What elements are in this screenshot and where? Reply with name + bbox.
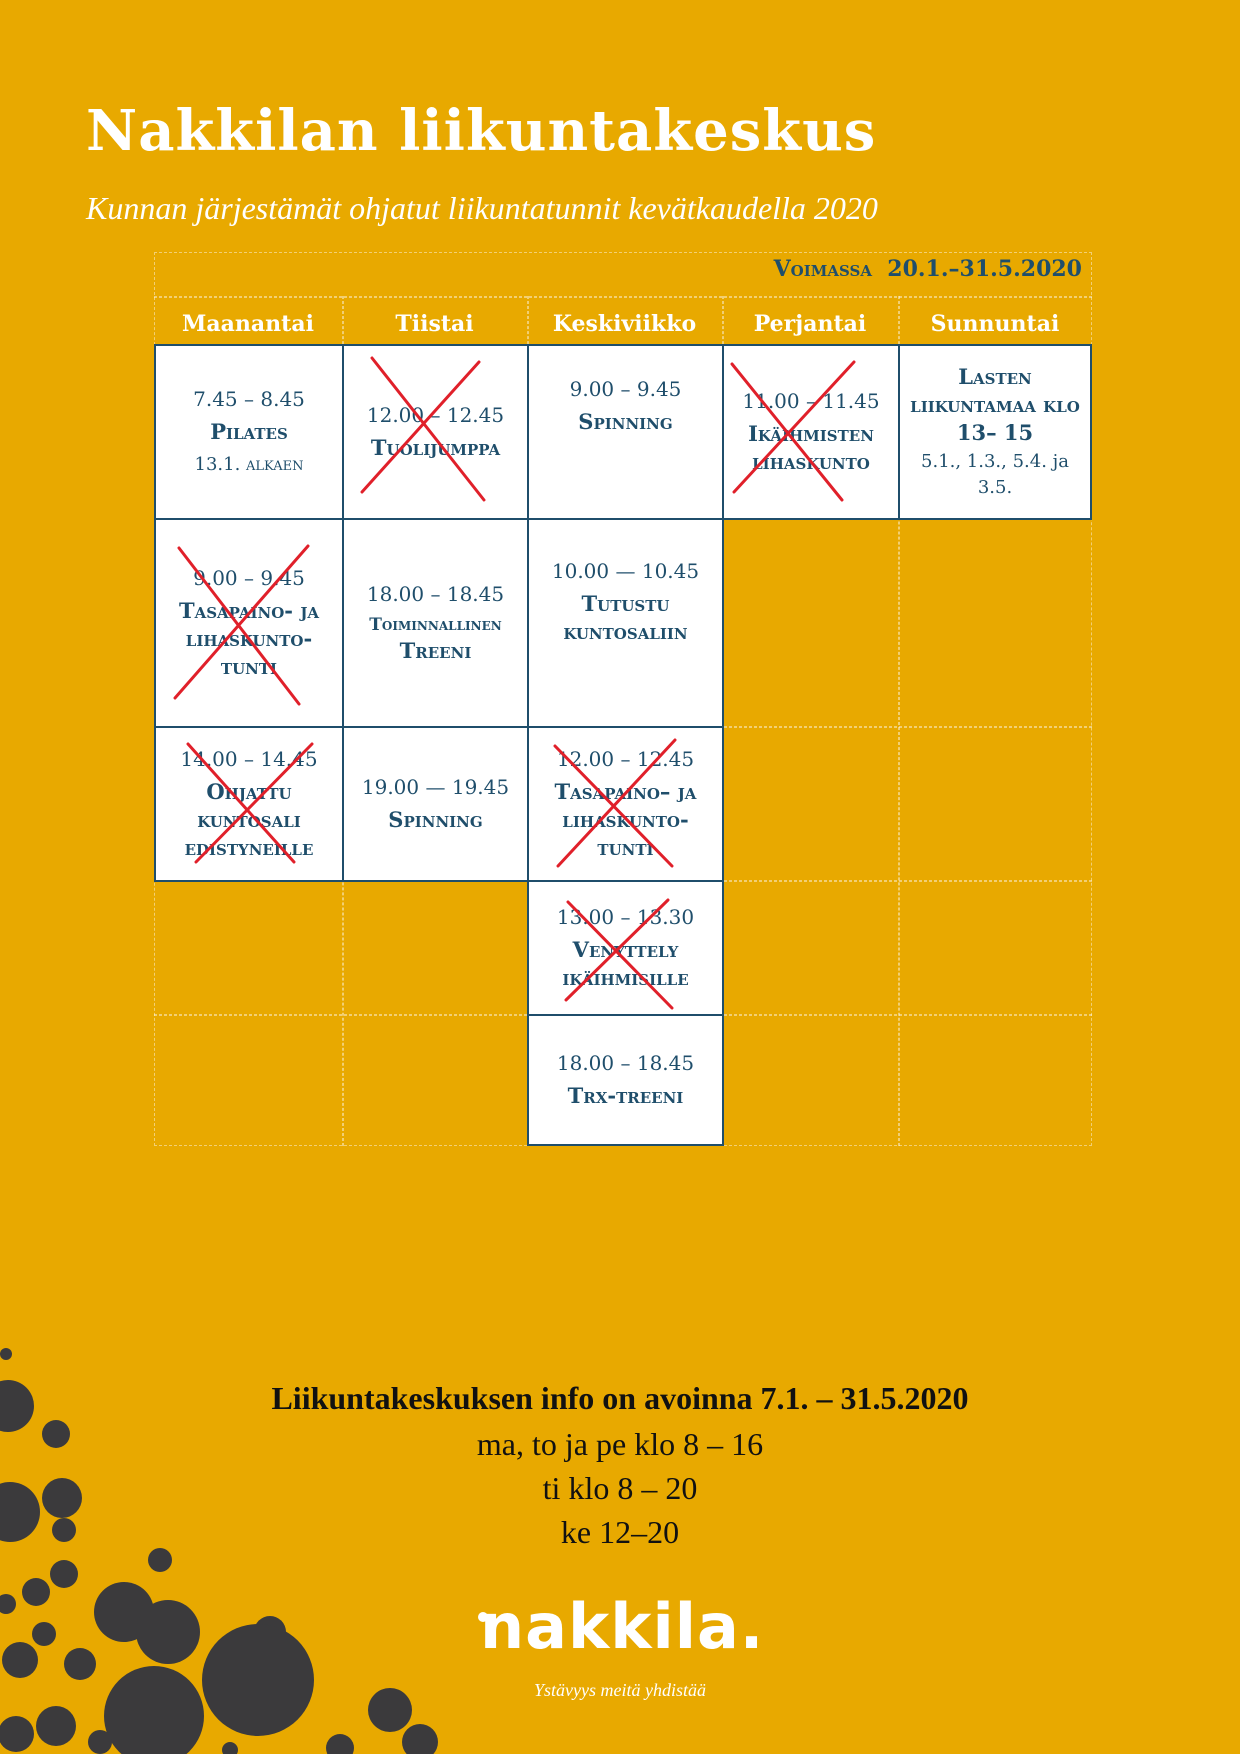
- class-note: 5.1., 1.3., 5.4. ja 3.5.: [921, 451, 1069, 498]
- class-name: Venyttely ikäihmisille: [562, 937, 689, 990]
- info-line: ma, to ja pe klo 8 – 16: [476, 1426, 764, 1462]
- class-time: 7.45 – 8.45: [193, 387, 305, 411]
- class-name: Pilates: [210, 419, 288, 444]
- class-cell: [527, 518, 724, 728]
- slogan: Ystävyys meitä yhdistää: [534, 1680, 706, 1700]
- class-cell: [342, 518, 529, 728]
- class-time: 12.00 – 12.45: [556, 747, 695, 771]
- day-header-tuesday: Tiistai: [395, 311, 474, 337]
- class-time: 12.00 – 12.45: [366, 403, 505, 427]
- class-cell: [342, 726, 529, 882]
- info-line: ti klo 8 – 20: [542, 1470, 698, 1506]
- class-time: 19.00 — 19.45: [361, 775, 510, 799]
- class-cell: [154, 344, 344, 520]
- class-name: Tasapaino– ja lihaskunto-tunti: [554, 779, 697, 860]
- class-cell: [527, 726, 724, 882]
- info-line: ke 12–20: [560, 1514, 680, 1550]
- page-title: Nakkilan liikuntakeskus: [86, 98, 877, 164]
- class-time: 10.00 — 10.45: [551, 559, 700, 583]
- class-cell: [154, 518, 344, 728]
- class-cell: [527, 344, 724, 520]
- class-name: Trx-treeni: [567, 1083, 684, 1108]
- info-heading: Liikuntakeskuksen info on avoinna 7.1. – 31.5.2020: [271, 1380, 969, 1416]
- class-name: Ohjattu kuntosali edistyneille: [184, 779, 314, 860]
- class-note: 13.1. alkaen: [194, 454, 304, 475]
- class-name: Spinning: [388, 807, 483, 832]
- class-name: Tuolijumppa: [370, 435, 501, 460]
- class-name: Ikäihmisten lihaskunto: [748, 421, 874, 474]
- class-time: 9.00 – 9.45: [569, 377, 682, 401]
- class-cell: [342, 344, 529, 520]
- class-name: Spinning: [578, 409, 673, 434]
- schedule-table: [154, 252, 1092, 1146]
- class-time: 18.00 – 18.45: [556, 1051, 695, 1075]
- class-time: 18.00 – 18.45: [366, 582, 505, 606]
- nakkila-logo: nakkila.: [480, 1590, 765, 1663]
- day-header-monday: Maanantai: [182, 311, 314, 337]
- class-cell: [898, 344, 1092, 520]
- class-time: 11.00 – 11.45: [742, 389, 880, 413]
- class-time: 13.00 – 13.30: [556, 905, 695, 929]
- class-name: Toiminnallinen: [369, 615, 502, 635]
- day-header-wednesday: Keskiviikko: [552, 311, 697, 337]
- class-name: Tasapaino- ja lihaskunto-tunti: [178, 598, 320, 679]
- validity-period: Voimassa 20.1.–31.5.2020: [773, 256, 1082, 282]
- class-time: 14.00 – 14.45: [180, 747, 318, 771]
- day-header-friday: Perjantai: [753, 311, 867, 337]
- page-subtitle: Kunnan järjestämät ohjatut liikuntatunnit kevätkaudella 2020: [86, 190, 878, 226]
- class-cell: [722, 344, 900, 520]
- class-name: Tutustu kuntosaliin: [563, 591, 688, 644]
- class-cell: [154, 726, 344, 882]
- class-name: Treeni: [399, 638, 472, 663]
- day-header-sunday: Sunnuntai: [930, 311, 1060, 337]
- class-cell: [527, 880, 724, 1016]
- class-name: Lasten liikuntamaa klo 13– 15: [910, 364, 1080, 445]
- class-time: 9.00 – 9.45: [193, 566, 305, 590]
- grid-line: [154, 296, 1092, 298]
- class-cell: [527, 1014, 724, 1146]
